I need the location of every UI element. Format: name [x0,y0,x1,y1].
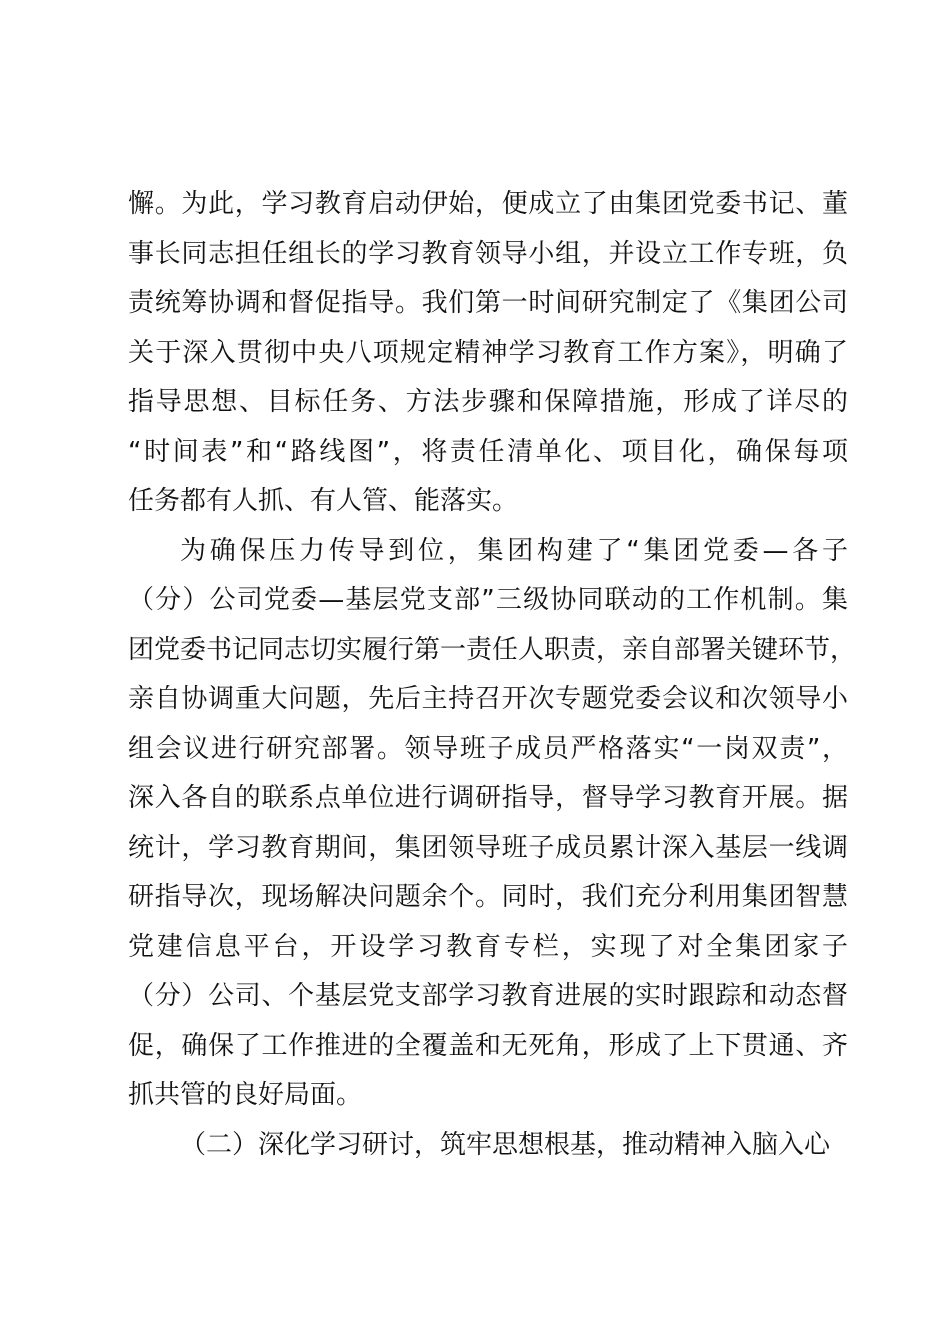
text-line: 事长同志担任组长的学习教育领导小组，并设立工作专班，负 [128,238,848,269]
text-line: （分）公司党委—基层党支部”三级协同联动的工作机制。集 [128,585,848,615]
text-line: 亲自协调重大问题，先后主持召开次专题党委会议和次领导小 [128,684,848,714]
text-line: 任务都有人抓、有人管、能落实。 [128,486,519,516]
text-line: 团党委书记同志切实履行第一责任人职责，亲自部署关键环节， [128,634,857,665]
text-line: 研指导次，现场解决问题余个。同时，我们充分利用集团智慧 [128,882,848,912]
text-line: 指导思想、目标任务、方法步骤和保障措施，形成了详尽的 [128,387,848,417]
text-line: 组会议进行研究部署。领导班子成员严格落实“一岗双责”， [128,733,848,764]
text-line: 责统筹协调和督促指导。我们第一时间研究制定了《集团公司 [128,288,848,318]
section-heading: （二）深化学习研讨，筑牢思想根基，推动精神入脑入心 [180,1129,831,1160]
text-line: （分）公司、个基层党支部学习教育进展的实时跟踪和动态督 [128,981,848,1011]
text-line: 党建信息平台，开设学习教育专栏，实现了对全集团家子 [128,931,848,962]
text-line: “时间表”和“路线图”，将责任清单化、项目化，确保每项 [128,436,848,467]
body-text [128,180,857,1170]
text-line: 深入各自的联系点单位进行调研指导，督导学习教育开展。据 [128,783,848,813]
text-line: 关于深入贯彻中央八项规定精神学习教育工作方案》，明确了 [128,337,848,368]
text-line: 促，确保了工作推进的全覆盖和无死角，形成了上下贯通、齐 [128,1030,848,1061]
text-line: 懈。为此，学习教育启动伊始，便成立了由集团党委书记、董 [128,189,848,219]
paragraph-first-line: 为确保压力传导到位，集团构建了“集团党委—各子 [180,535,848,566]
text-line: 统计，学习教育期间，集团领导班子成员累计深入基层一线调 [128,832,848,863]
text-line: 抓共管的良好局面。 [128,1080,363,1110]
